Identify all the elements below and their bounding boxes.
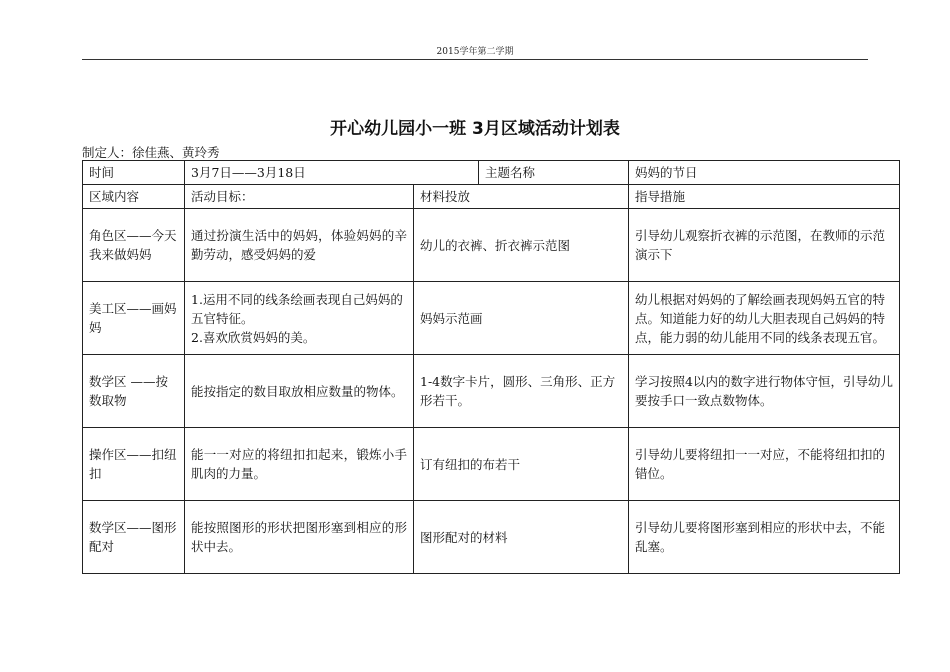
time-value: 3月7日——3月18日 [185, 161, 479, 185]
table-row [83, 282, 900, 355]
goal-line: 能按照图形的形状把图形塞到相应的形状中去。 [191, 520, 407, 554]
material-cell: 1-4数字卡片，圆形、三角形、正方形若干。 [414, 355, 629, 428]
guide-cell: 引导幼儿要将图形塞到相应的形状中去，不能乱塞。 [629, 501, 900, 574]
guide-cell: 引导幼儿观察折衣裤的示范图，在教师的示范演示下 [629, 209, 900, 282]
material-cell: 订有纽扣的布若干 [414, 428, 629, 501]
theme-value: 妈妈的节日 [629, 161, 900, 185]
theme-label: 主题名称 [479, 161, 629, 185]
goal-cell [185, 209, 414, 282]
goal-cell [185, 355, 414, 428]
goal-cell [185, 501, 414, 574]
goal-cell [185, 428, 414, 501]
column-header-goal: 活动目标： [185, 185, 414, 209]
goal-line: 通过扮演生活中的妈妈，体验妈妈的辛勤劳动，感受妈妈的爱 [191, 228, 407, 262]
goal-cell [185, 282, 414, 355]
guide-cell: 引导幼儿要将纽扣一一对应，不能将纽扣扣的错位。 [629, 428, 900, 501]
area-cell: 数学区——图形配对 [83, 501, 185, 574]
goal-line: 能按指定的数目取放相应数量的物体。 [191, 383, 404, 399]
guide-cell: 幼儿根据对妈妈的了解绘画表现妈妈五官的特点。知道能力好的幼儿大胆表现自己妈妈的特点，能力弱的幼儿能用不同的线条表现五官。 [629, 282, 900, 355]
author-line: 制定人：徐佳燕、黄玲秀 [82, 145, 220, 160]
table-row [83, 355, 900, 428]
material-cell: 图形配对的材料 [414, 501, 629, 574]
table-row [83, 428, 900, 501]
document-title: 开心幼儿园小一班 3月区域活动计划表 [330, 119, 620, 139]
guide-cell: 学习按照4以内的数字进行物体守恒，引导幼儿要按手口一致点数物体。 [629, 355, 900, 428]
time-label: 时间 [83, 161, 185, 185]
area-cell: 角色区——今天我来做妈妈 [83, 209, 185, 282]
area-cell: 操作区——扣纽扣 [83, 428, 185, 501]
material-cell: 幼儿的衣裤、折衣裤示范图 [414, 209, 629, 282]
table-header-row [83, 185, 900, 209]
column-header-area: 区域内容 [83, 185, 185, 209]
goal-line: 1.运用不同的线条绘画表现自己妈妈的五官特征。 [191, 291, 403, 326]
table-row [83, 209, 900, 282]
page-header-term: 2015学年第二学期 [436, 47, 514, 57]
table-row [83, 501, 900, 574]
header-divider [82, 59, 868, 60]
column-header-guide: 指导措施 [629, 185, 900, 209]
goal-line: 能一一对应的将纽扣扣起来，锻炼小手肌肉的力量。 [191, 447, 407, 481]
goal-line: 2.喜欢欣赏妈妈的美。 [191, 329, 316, 345]
area-cell: 数学区 ——按数取物 [83, 355, 185, 428]
column-header-material: 材料投放 [414, 185, 629, 209]
area-cell: 美工区——画妈妈 [83, 282, 185, 355]
table-row-meta [83, 161, 900, 185]
activity-plan-table [82, 160, 900, 574]
material-cell: 妈妈示范画 [414, 282, 629, 355]
